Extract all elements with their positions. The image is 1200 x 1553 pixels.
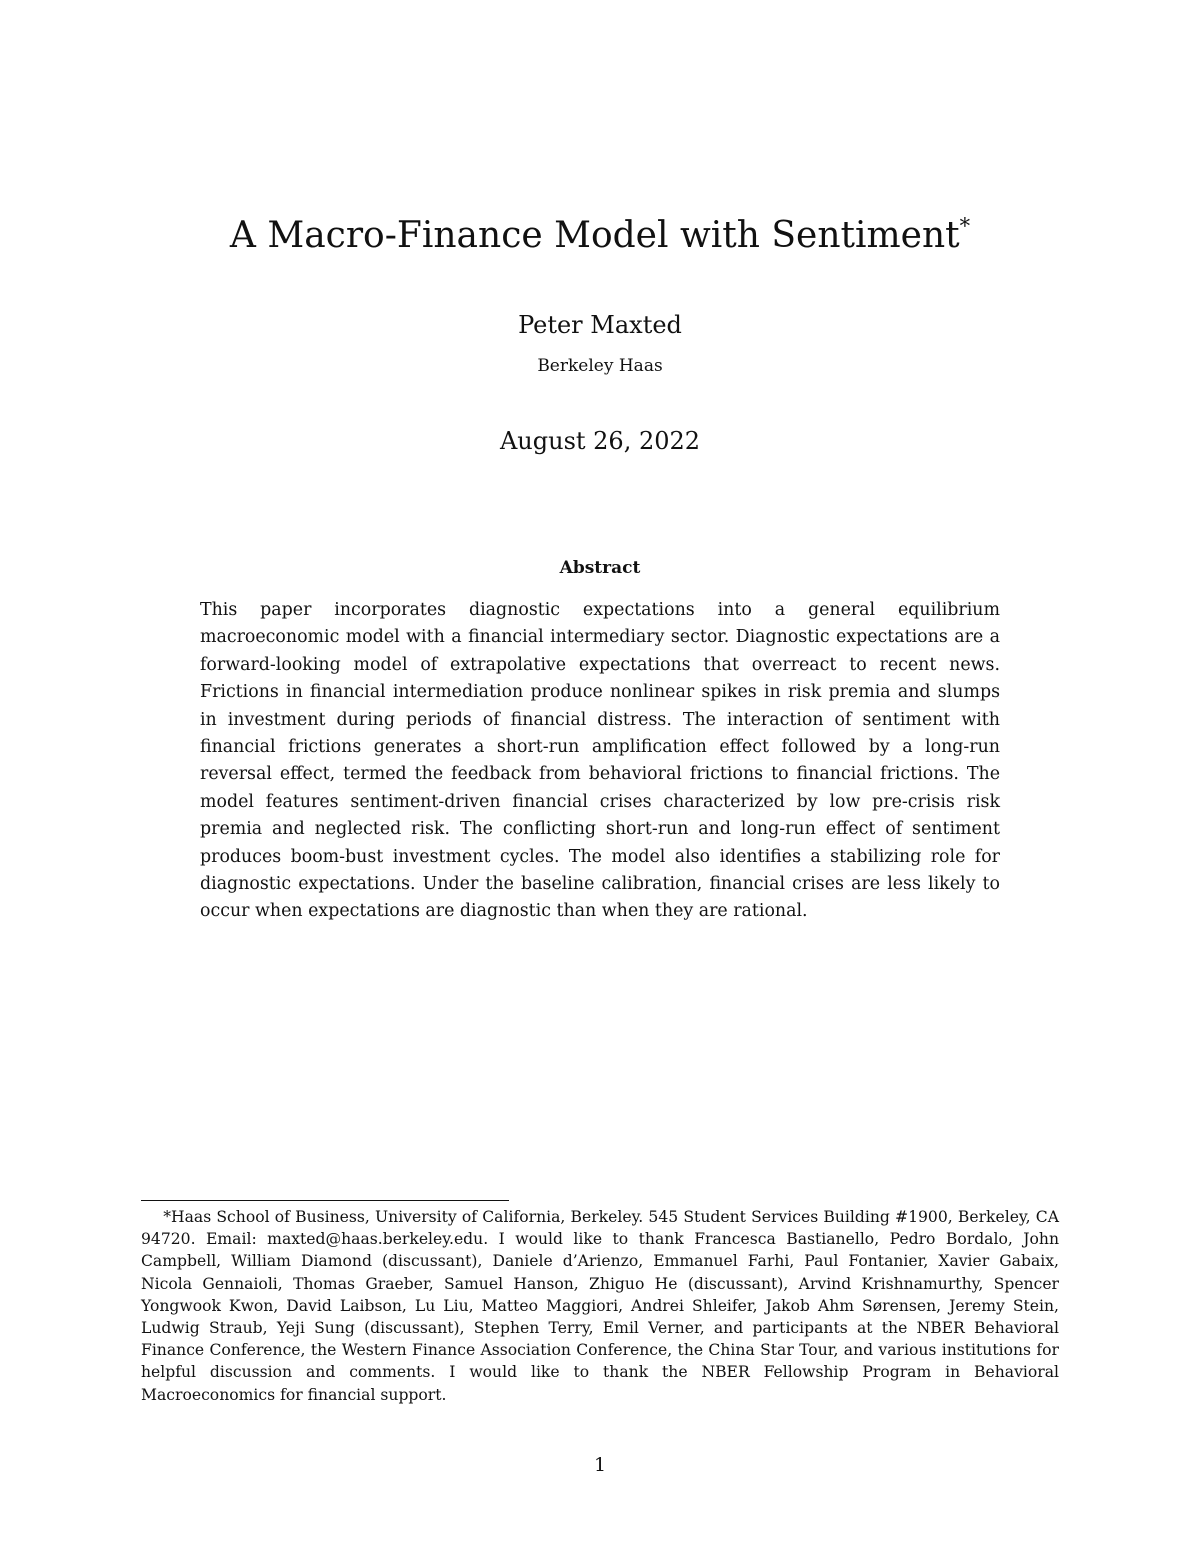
- paper-title: [0, 212, 1200, 260]
- footnote: [141, 1206, 1059, 1406]
- abstract-heading: Abstract: [559, 558, 641, 578]
- abstract-text: This paper incorporates diagnostic expectations into a general equilibrium macroeconomic model with a financial intermediary sector. Diagnostic expectations are a forward-looking model of extrapolative expectations that overreact to recent news. Frictions in financial intermediation produce nonlinear spikes in risk premia and slumps in investment during periods of financial distress. The interaction of sentiment with financial frictions generates a short-run amplification effect followed by a long-run reversal effect, termed the feedback from behavioral frictions to financial frictions. The model features sentiment-driven financial crises characterized by low pre-crisis risk premia and neglected risk. The conflicting short-run and long-run effect of sentiment produces boom-bust investment cycles. The model also identifies a stabilizing role for diagnostic expectations. Under the baseline calibration, financial crises are less likely to occur when expectations are diagnostic than when they are rational.: [200, 600, 1000, 922]
- paper-date: August 26, 2022: [499, 427, 701, 455]
- paper-title-text: A Macro-Finance Model with Sentiment: [229, 215, 960, 256]
- title-footnote-mark: *: [959, 214, 971, 238]
- footnote-text: Haas School of Business, University of California, Berkeley. 545 Student Services Building #1900, Berkeley, CA 94720. Email: maxted@haas.berkeley.edu. I would like to thank Francesca Bastianello, Pedro Bordalo, John Campbell, William Diamond (discussant), Daniele d’Arienzo, Emmanuel Farhi, Paul Fontanier, Xavier Gabaix, Nicola Gennaioli, Thomas Graeber, Samuel Hanson, Zhiguo He (discussant), Arvind Krishnamurthy, Spencer Yongwook Kwon, David Laibson, Lu Liu, Matteo Maggiori, Andrei Shleifer, Jakob Ahm Sørensen, Jeremy Stein, Ludwig Straub, Yeji Sung (discussant), Stephen Terry, Emil Verner, and participants at the NBER Behavioral Finance Conference, the Western Finance Association Conference, the China Star Tour, and various institutions for helpful discussion and comments. I would like to thank the NBER Fellowship Program in Behavioral Macroeconomics for financial support.: [141, 1208, 1059, 1404]
- footnote-divider: [141, 1200, 509, 1201]
- footnote-mark: *: [163, 1208, 171, 1226]
- page-number: 1: [593, 1454, 607, 1476]
- author-affiliation: Berkeley Haas: [537, 356, 663, 376]
- author-name: Peter Maxted: [518, 311, 682, 339]
